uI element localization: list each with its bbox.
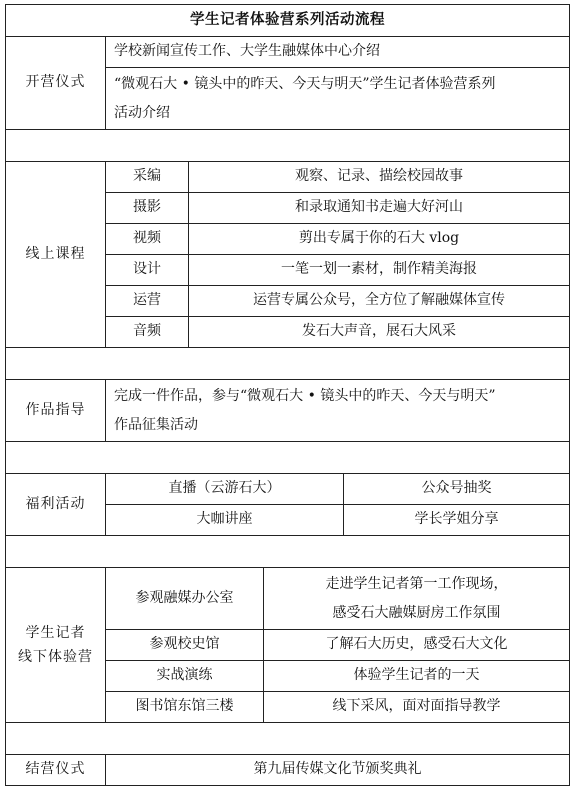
offline-content: 体验学生记者的一天 xyxy=(264,661,570,692)
offline-content xyxy=(264,568,570,630)
offline-place: 实战演练 xyxy=(106,661,264,692)
works-content xyxy=(106,380,570,442)
online-content: 观察、记录、描绘校园故事 xyxy=(189,162,570,193)
opening-label: 开营仪式 xyxy=(6,37,106,130)
offline-place: 参观融媒办公室 xyxy=(106,568,264,630)
offline-content-line1: 走进学生记者第一工作现场， xyxy=(325,575,508,592)
welfare-label: 福利活动 xyxy=(6,474,106,536)
online-category: 视频 xyxy=(106,224,189,255)
online-category: 设计 xyxy=(106,255,189,286)
online-category: 采编 xyxy=(106,162,189,193)
spacer-row xyxy=(6,442,570,474)
offline-content-line2: 感受石大融媒厨房工作氛围 xyxy=(332,604,501,621)
offline-label xyxy=(6,568,106,723)
spacer-row xyxy=(6,130,570,162)
works-line2: 作品征集活动 xyxy=(114,416,198,433)
online-content: 发石大声音，展石大风采 xyxy=(189,317,570,348)
offline-place: 参观校史馆 xyxy=(106,630,264,661)
online-content: 和录取通知书走遍大好河山 xyxy=(189,193,570,224)
page-title: 学生记者体验营系列活动流程 xyxy=(6,5,570,37)
offline-label-line1: 学生记者 xyxy=(25,625,86,641)
closing-label: 结营仪式 xyxy=(6,755,106,786)
opening-item-2-line1: “微观石大 • 镜头中的昨天、今天与明天”学生记者体验营系列 xyxy=(114,75,496,92)
spacer-row xyxy=(6,536,570,568)
welfare-item: 直播（云游石大） xyxy=(106,474,344,505)
online-category: 摄影 xyxy=(106,193,189,224)
schedule-table xyxy=(5,4,570,786)
online-label: 线上课程 xyxy=(6,162,106,348)
works-line1: 完成一件作品，参与“微观石大 • 镜头中的昨天、今天与明天” xyxy=(114,387,496,404)
works-label: 作品指导 xyxy=(6,380,106,442)
online-content: 一笔一划一素材，制作精美海报 xyxy=(189,255,570,286)
welfare-item: 大咖讲座 xyxy=(106,505,344,536)
offline-content: 了解石大历史，感受石大文化 xyxy=(264,630,570,661)
opening-item-2 xyxy=(106,68,570,130)
offline-content: 线下采风，面对面指导教学 xyxy=(264,692,570,723)
opening-item-1: 学校新闻宣传工作、大学生融媒体中心介绍 xyxy=(106,37,570,68)
offline-label-line2: 线下体验营 xyxy=(18,649,93,665)
welfare-item: 公众号抽奖 xyxy=(344,474,570,505)
online-category: 音频 xyxy=(106,317,189,348)
spacer-row xyxy=(6,348,570,380)
spacer-row xyxy=(6,723,570,755)
online-category: 运营 xyxy=(106,286,189,317)
offline-place: 图书馆东馆三楼 xyxy=(106,692,264,723)
closing-content: 第九届传媒文化节颁奖典礼 xyxy=(106,755,570,786)
opening-item-2-line2: 活动介绍 xyxy=(114,104,170,121)
online-content: 运营专属公众号，全方位了解融媒体宣传 xyxy=(189,286,570,317)
welfare-item: 学长学姐分享 xyxy=(344,505,570,536)
online-content: 剪出专属于你的石大 vlog xyxy=(189,224,570,255)
